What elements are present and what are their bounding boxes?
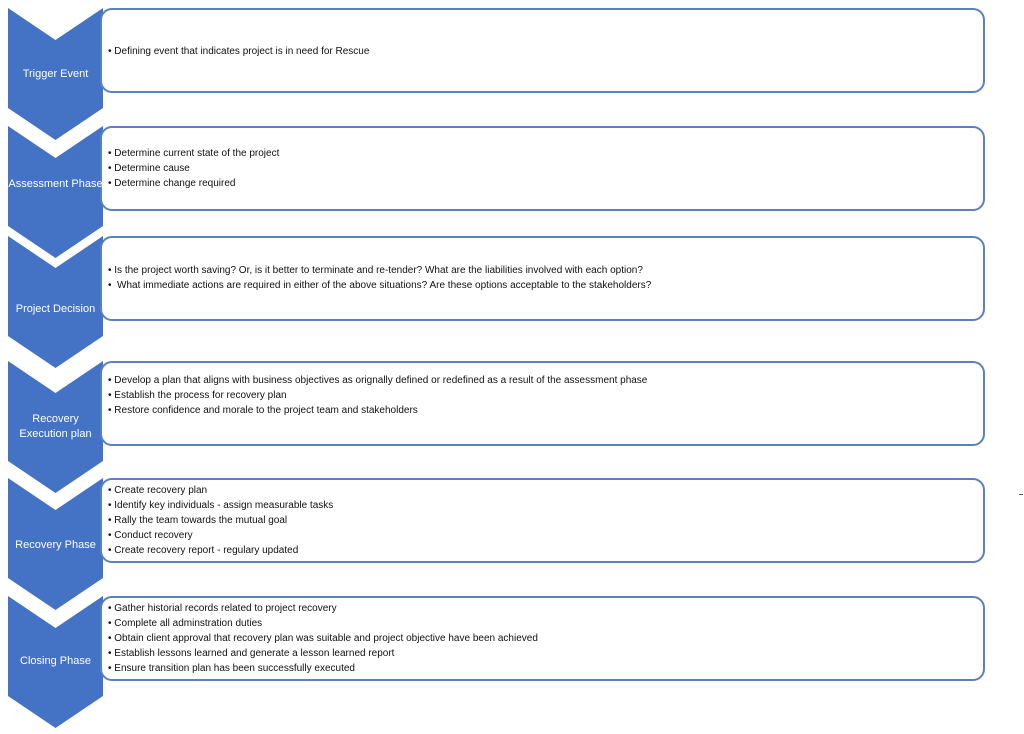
bullet-item: • Create recovery report - regulary updated	[108, 543, 333, 558]
bullet-list-closing-phase	[108, 601, 538, 676]
bullet-item: • Establish the process for recovery plan	[108, 388, 647, 403]
phase-label-assessment-phase: Assessment Phase	[8, 178, 103, 190]
bullet-item: • Create recovery plan	[108, 483, 333, 498]
bullet-item: • Complete all adminstration duties	[108, 616, 538, 631]
phase-label-recovery-execution-plan: Recovery Execution plan	[19, 413, 92, 440]
bullet-item: • Determine cause	[108, 161, 279, 176]
bullet-item: • Determine current state of the project	[108, 146, 279, 161]
bullet-item: • Defining event that indicates project is in need for Rescue	[108, 44, 369, 59]
bullet-list-recovery-phase	[108, 483, 333, 558]
phase-label-trigger-event: Trigger Event	[22, 68, 89, 80]
bullet-list-trigger-event	[108, 44, 369, 59]
bullet-list-assessment-phase	[108, 146, 279, 191]
bullet-item: • Gather historial records related to project recovery	[108, 601, 538, 616]
bullet-item: • Identify key individuals - assign measurable tasks	[108, 498, 333, 513]
bullet-item: • Conduct recovery	[108, 528, 333, 543]
bullet-item: • What immediate actions are required in either of the above situations? Are these options acceptable to the stakeholders?	[108, 278, 651, 293]
chevron-assessment-phase	[8, 126, 103, 258]
phase-label-closing-phase: Closing Phase	[20, 655, 91, 667]
phase-label-recovery-phase: Recovery Phase	[15, 539, 96, 551]
bullet-item: • Develop a plan that aligns with business objectives as orignally defined or redefined as a result of the assessment phase	[108, 373, 647, 388]
phase-label-project-decision: Project Decision	[15, 303, 96, 315]
bullet-item: • Is the project worth saving? Or, is it better to terminate and re-tender? What are the liabilities involved with each option?	[108, 263, 651, 278]
bullet-list-recovery-execution-plan	[108, 373, 647, 418]
bullet-item: • Obtain client approval that recovery plan was suitable and project objective have been achieved	[108, 631, 538, 646]
bullet-item: • Restore confidence and morale to the project team and stakeholders	[108, 403, 647, 418]
bullet-item: • Determine change required	[108, 176, 279, 191]
stray-mark	[1019, 494, 1023, 495]
bullet-item: • Establish lessons learned and generate a lesson learned report	[108, 646, 538, 661]
bullet-list-project-decision	[108, 263, 651, 293]
bullet-item: • Rally the team towards the mutual goal	[108, 513, 333, 528]
bullet-item: • Ensure transition plan has been successfully executed	[108, 661, 538, 676]
